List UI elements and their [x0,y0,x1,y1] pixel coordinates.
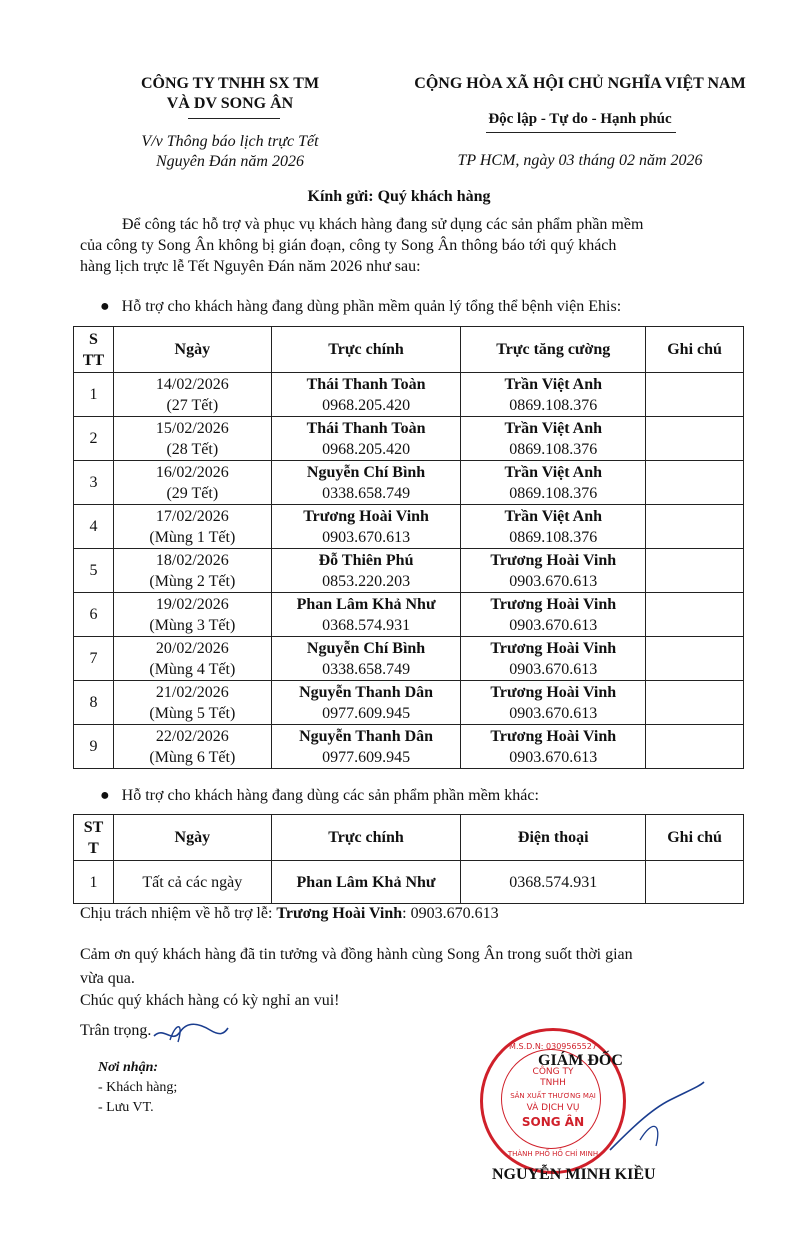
cell-extra: Trần Việt Anh 0869.108.376 [461,505,646,549]
cell-note [646,725,744,769]
cell-date: 20/02/2026 (Mùng 4 Tết) [113,637,271,681]
table-row [74,461,744,505]
cell-note [646,373,744,417]
thanks-line: Cảm ơn quý khách hàng đã tin tưởng và đồng hành cùng Song Ân trong suốt thời gian [80,946,633,963]
cell-note [646,593,744,637]
header-date: Ngày [113,327,271,373]
cell-extra: Trương Hoài Vinh 0903.670.613 [461,637,646,681]
subject-line1: V/v Thông báo lịch trực Tết [141,133,319,150]
cell-stt: 4 [74,505,114,549]
subject-block [100,132,360,172]
schedule-table-ehis [73,326,744,769]
signature-role: GIÁM ĐỐC [538,1052,623,1069]
cell-main: Thái Thanh Toàn 0968.205.420 [271,417,461,461]
recipient-item: - Khách hàng; [98,1080,178,1095]
thanks-paragraph [80,943,780,991]
header-stt: S TT [74,327,114,373]
cell-note [646,861,744,904]
cell-date: 14/02/2026 (27 Tết) [113,373,271,417]
responsible-line [80,905,499,923]
cell-date: 19/02/2026 (Mùng 3 Tết) [113,593,271,637]
recipient-item: - Lưu VT. [98,1100,154,1115]
cell-main: Trương Hoài Vinh 0903.670.613 [271,505,461,549]
initial-signature [150,1018,230,1048]
section1-title [100,298,621,316]
motto-underline [486,132,676,133]
cell-stt: 1 [74,861,114,904]
cell-date: Tất cả các ngày [113,861,271,904]
cell-extra: Trương Hoài Vinh 0903.670.613 [461,593,646,637]
company-name-line1: CÔNG TY TNHH SX TM [140,75,320,92]
cell-main: Nguyễn Thanh Dân 0977.609.945 [271,681,461,725]
table-row [74,861,744,904]
cell-note [646,681,744,725]
cell-extra: Trần Việt Anh 0869.108.376 [461,461,646,505]
stamp-line5: SONG ÂN [521,1115,585,1129]
cell-main: Đỗ Thiên Phú 0853.220.203 [271,549,461,593]
header-stt: ST T [74,815,114,861]
company-underline [188,118,280,119]
signature-name: NGUYỄN MINH KIỀU [492,1166,656,1183]
cell-main: Nguyễn Chí Bình 0338.658.749 [271,461,461,505]
stamp-line4: VÀ DỊCH VỤ [526,1103,580,1113]
company-name-line2: VÀ DV SONG ÂN [166,95,294,112]
intro-line: của công ty Song Ân không bị gián đoạn, công ty Song Ân thông báo tới quý khách [80,237,617,254]
cell-main: Phan Lâm Khả Như 0368.574.931 [271,593,461,637]
cell-note [646,461,744,505]
cell-date: 18/02/2026 (Mùng 2 Tết) [113,549,271,593]
intro-line: hàng lịch trực lễ Tết Nguyên Đán năm 2026 như sau: [80,258,421,275]
nation-block [400,74,760,94]
cell-stt: 1 [74,373,114,417]
cell-extra: Trần Việt Anh 0869.108.376 [461,373,646,417]
cell-date: 21/02/2026 (Mùng 5 Tết) [113,681,271,725]
header-note: Ghi chú [646,327,744,373]
cell-stt: 6 [74,593,114,637]
cell-note [646,637,744,681]
header-extra: Trực tăng cường [461,327,646,373]
cell-date: 22/02/2026 (Mùng 6 Tết) [113,725,271,769]
cell-extra: Trương Hoài Vinh 0903.670.613 [461,725,646,769]
responsible-prefix: Chịu trách nhiệm về hỗ trợ lễ: [80,905,277,922]
cell-stt: 5 [74,549,114,593]
cell-main: Thái Thanh Toàn 0968.205.420 [271,373,461,417]
section1-title-text: Hỗ trợ cho khách hàng đang dùng phần mềm quản lý tổng thể bệnh viện Ehis: [121,298,622,315]
section2-title [100,787,539,805]
cell-extra: Trần Việt Anh 0869.108.376 [461,417,646,461]
table-row [74,593,744,637]
header-date: Ngày [113,815,271,861]
table-row [74,725,744,769]
header-note: Ghi chú [646,815,744,861]
cell-stt: 8 [74,681,114,725]
header-main: Trực chính [271,327,461,373]
motto: Độc lập - Tự do - Hạnh phúc [488,111,672,127]
director-signature [600,1080,710,1160]
recipients-block [98,1058,177,1118]
header-phone: Điện thoại [461,815,646,861]
intro-line: Để công tác hỗ trợ và phục vụ khách hàng đang sử dụng các sản phẩm phần mềm [122,216,644,233]
cell-date: 16/02/2026 (29 Tết) [113,461,271,505]
header-main: Trực chính [271,815,461,861]
cell-extra: Trương Hoài Vinh 0903.670.613 [461,549,646,593]
section2-title-text: Hỗ trợ cho khách hàng đang dùng các sản phẩm phần mềm khác: [121,787,539,804]
cell-stt: 2 [74,417,114,461]
regards-line: Trân trọng. [80,1022,152,1039]
cell-note [646,549,744,593]
table-row [74,681,744,725]
cell-main: Nguyễn Chí Bình 0338.658.749 [271,637,461,681]
cell-date: 17/02/2026 (Mùng 1 Tết) [113,505,271,549]
greeting: Kính gửi: Quý khách hàng [307,188,491,205]
bullet-icon: ● [100,787,110,804]
stamp-ring-bottom: THÀNH PHỐ HỒ CHÍ MINH [507,1150,599,1158]
stamp-ring-top: M.S.D.N: 0309565527 [509,1042,597,1051]
schedule-table-other [73,814,744,904]
table-row [74,549,744,593]
cell-note [646,417,744,461]
cell-stt: 3 [74,461,114,505]
cell-stt: 7 [74,637,114,681]
wish-line: Chúc quý khách hàng có kỳ nghỉ an vui! [80,992,340,1009]
table-row [74,373,744,417]
table-body [74,373,744,769]
subject-line2: Nguyên Đán năm 2026 [156,153,304,170]
stamp-line1: CÔNG TY [532,1067,574,1077]
thanks-line: vừa qua. [80,970,135,987]
place-date: TP HCM, ngày 03 tháng 02 năm 2026 [457,152,703,169]
cell-stt: 9 [74,725,114,769]
table-row [74,637,744,681]
cell-phone: 0368.574.931 [461,861,646,904]
nation-title: CỘNG HÒA XÃ HỘI CHỦ NGHĨA VIỆT NAM [414,75,746,92]
stamp-line3: SẢN XUẤT THƯƠNG MẠI [510,1092,596,1100]
cell-main: Phan Lâm Khả Như [271,861,461,904]
cell-note [646,505,744,549]
stamp-line2: TNHH [540,1078,566,1088]
table-header-row [74,815,744,861]
cell-extra: Trương Hoài Vinh 0903.670.613 [461,681,646,725]
intro-paragraph [80,214,780,277]
responsible-name: Trương Hoài Vinh [276,905,403,922]
table-row [74,505,744,549]
table-row [74,417,744,461]
responsible-phone: : 0903.670.613 [402,905,499,922]
table-header-row [74,327,744,373]
bullet-icon: ● [100,298,110,315]
company-block [100,74,360,114]
recipients-title: Nơi nhận: [98,1060,159,1075]
cell-main: Nguyễn Thanh Dân 0977.609.945 [271,725,461,769]
cell-date: 15/02/2026 (28 Tết) [113,417,271,461]
